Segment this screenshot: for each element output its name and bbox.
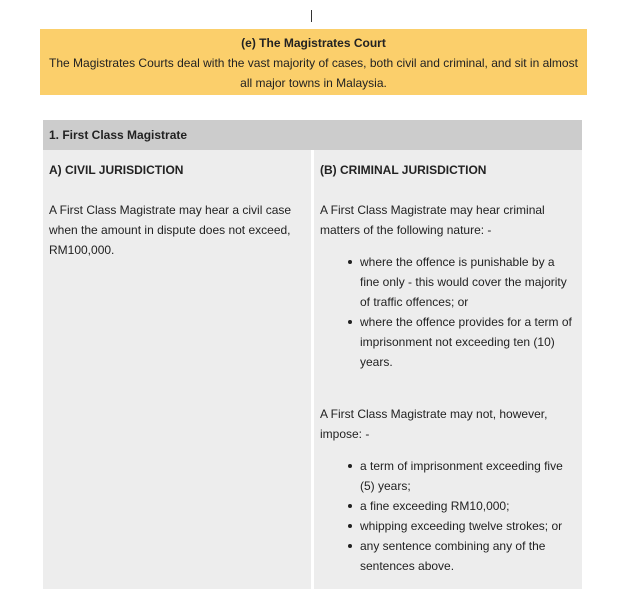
list-item: any sentence combining any of the sentences above. bbox=[360, 536, 574, 576]
list-item: a term of imprisonment exceeding five (5) years; bbox=[360, 456, 574, 496]
civil-jurisdiction-column bbox=[43, 150, 311, 589]
list-item: where the offence provides for a term of imprisonment not exceeding ten (10) years. bbox=[360, 312, 574, 372]
criminal-jurisdiction-title: (B) CRIMINAL JURISDICTION bbox=[320, 163, 487, 177]
jurisdiction-table bbox=[43, 120, 582, 589]
table-columns bbox=[43, 150, 582, 589]
criminal-restriction-intro: A First Class Magistrate may not, however, impose: - bbox=[320, 407, 548, 441]
list-item: a fine exceeding RM10,000; bbox=[360, 496, 574, 516]
criminal-intro: A First Class Magistrate may hear criminal matters of the following nature: - bbox=[320, 203, 545, 237]
banner-title: (e) The Magistrates Court bbox=[241, 36, 386, 50]
list-item: where the offence is punishable by a fine only - this would cover the majority of traffic offences; or bbox=[360, 252, 574, 312]
criminal-may-not-impose-list bbox=[320, 456, 574, 576]
table-heading: 1. First Class Magistrate bbox=[43, 120, 582, 150]
criminal-jurisdiction-column bbox=[314, 150, 582, 589]
criminal-may-hear-list bbox=[320, 252, 574, 372]
text-cursor bbox=[311, 10, 312, 22]
magistrates-court-banner bbox=[40, 29, 587, 95]
list-item: whipping exceeding twelve strokes; or bbox=[360, 516, 574, 536]
civil-jurisdiction-text: A First Class Magistrate may hear a civil case when the amount in dispute does not exceed, RM100,000. bbox=[49, 203, 292, 257]
civil-jurisdiction-title: A) CIVIL JURISDICTION bbox=[49, 163, 184, 177]
banner-description: The Magistrates Courts deal with the vast majority of cases, both civil and criminal, and sit in almost all major towns in Malaysia. bbox=[49, 56, 578, 90]
